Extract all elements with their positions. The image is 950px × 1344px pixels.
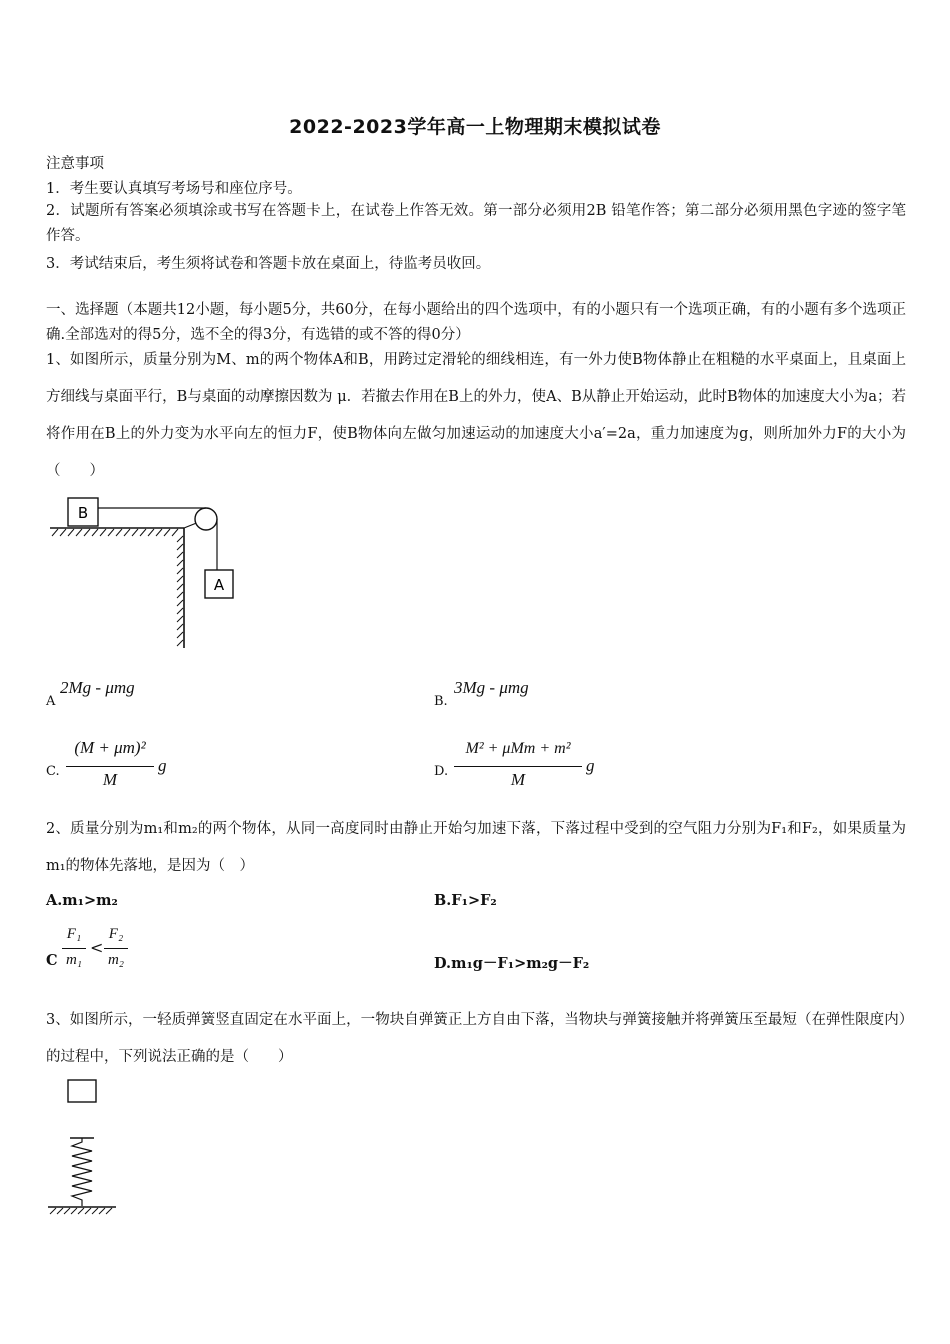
q1-option-a-label: A (46, 694, 56, 709)
q1-option-d-denominator: M (510, 770, 526, 789)
q1-option-b-label: B. (434, 694, 448, 709)
notice-item-2: 2．试题所有答案必须填涂或书写在答题卡上，在试卷上作答无效。第一部分必须用2B 铅笔作答；第二部分必须用黑色字迹的签字笔作答。 (46, 203, 906, 244)
q1-option-c-fraction-bar (66, 766, 154, 767)
question-1-text: 1、如图所示，质量分别为M、m的两个物体A和B，用跨过定滑轮的细线相连，有一外力使B物体静止在粗糙的水平桌面上，且桌面上方细线与桌面平行，B与桌面的动摩擦因数为 μ．若撤去作用在B上的外力，使A、B从静止开始运动，此时B物体的加速度大小为a；若将作用在B上的外力变为水平向左的恒力F，使B物体向左做匀加速运动的加速度大小a′=2a，重力加速度为g，则所加外力F的大小为（ ） (46, 352, 906, 479)
pulley-wheel (195, 508, 217, 530)
q1-option-b-formula: 3Mg - μmg (454, 678, 529, 697)
q1-option-c-label: C. (46, 764, 60, 779)
spring-coil (72, 1138, 92, 1206)
q2-option-b: B.F₁>F₂ (434, 892, 497, 909)
q2-option-c-num1: F₁ (66, 926, 82, 942)
q2-option-c-bar1 (62, 948, 86, 949)
spring-diagram (44, 1076, 124, 1216)
pulley-diagram (44, 492, 244, 654)
q1-option-d-tail: g (586, 756, 595, 775)
q1-option-d-label: D. (434, 764, 449, 779)
q2-option-c-bar2 (104, 948, 128, 949)
q1-option-c-denominator: M (102, 770, 118, 789)
notice-heading: 注意事项 (46, 156, 104, 172)
q2-option-d: D.m₁g－F₁>m₂g－F₂ (434, 955, 590, 972)
q1-option-a-formula: 2Mg - μmg (60, 678, 135, 697)
q2-option-c-num2: F₂ (108, 926, 124, 942)
q2-option-c-label: C (46, 952, 58, 969)
page-title: 2022-2023学年高一上物理期末模拟试卷 (289, 116, 661, 138)
question-2-text: 2、质量分别为m₁和m₂的两个物体，从同一高度同时由静止开始匀加速下落，下落过程中受到的空气阻力分别为F₁和F₂，如果质量为m₁的物体先落地，是因为（ ） (46, 821, 906, 874)
section-header: 一、选择题（本题共12小题，每小题5分，共60分，在每小题给出的四个选项中，有的小题只有一个选项正确，有的小题有多个选项正确.全部选对的得5分，选不全的得3分，有选错的或不答的得0分） (46, 302, 906, 343)
falling-block (68, 1080, 96, 1102)
notice-item-3: 3．考试结束后，考生须将试卷和答题卡放在桌面上，待监考员收回。 (46, 256, 491, 272)
block-b-label: B (77, 504, 89, 522)
q2-option-c-op: < (90, 938, 104, 957)
q2-option-c-den1: m₁ (65, 952, 83, 968)
q2-option-a: A.m₁>m₂ (46, 892, 118, 909)
q1-option-c-tail: g (158, 756, 167, 775)
question-3-text: 3、如图所示，一轻质弹簧竖直固定在水平面上，一物块自弹簧正上方自由下落，当物块与弹簧接触并将弹簧压至最短（在弹性限度内）的过程中，下列说法正确的是（ ） (46, 1012, 906, 1065)
notice-item-1: 1．考生要认真填写考场号和座位序号。 (46, 181, 302, 197)
q1-option-c-numerator: (M + μm)² (74, 738, 146, 757)
q1-option-d-numerator: M² + μMm + m² (465, 740, 571, 757)
q2-option-c-den2: m₂ (107, 952, 125, 968)
q1-option-d-fraction-bar (454, 766, 582, 767)
block-a-label: A (213, 576, 225, 594)
